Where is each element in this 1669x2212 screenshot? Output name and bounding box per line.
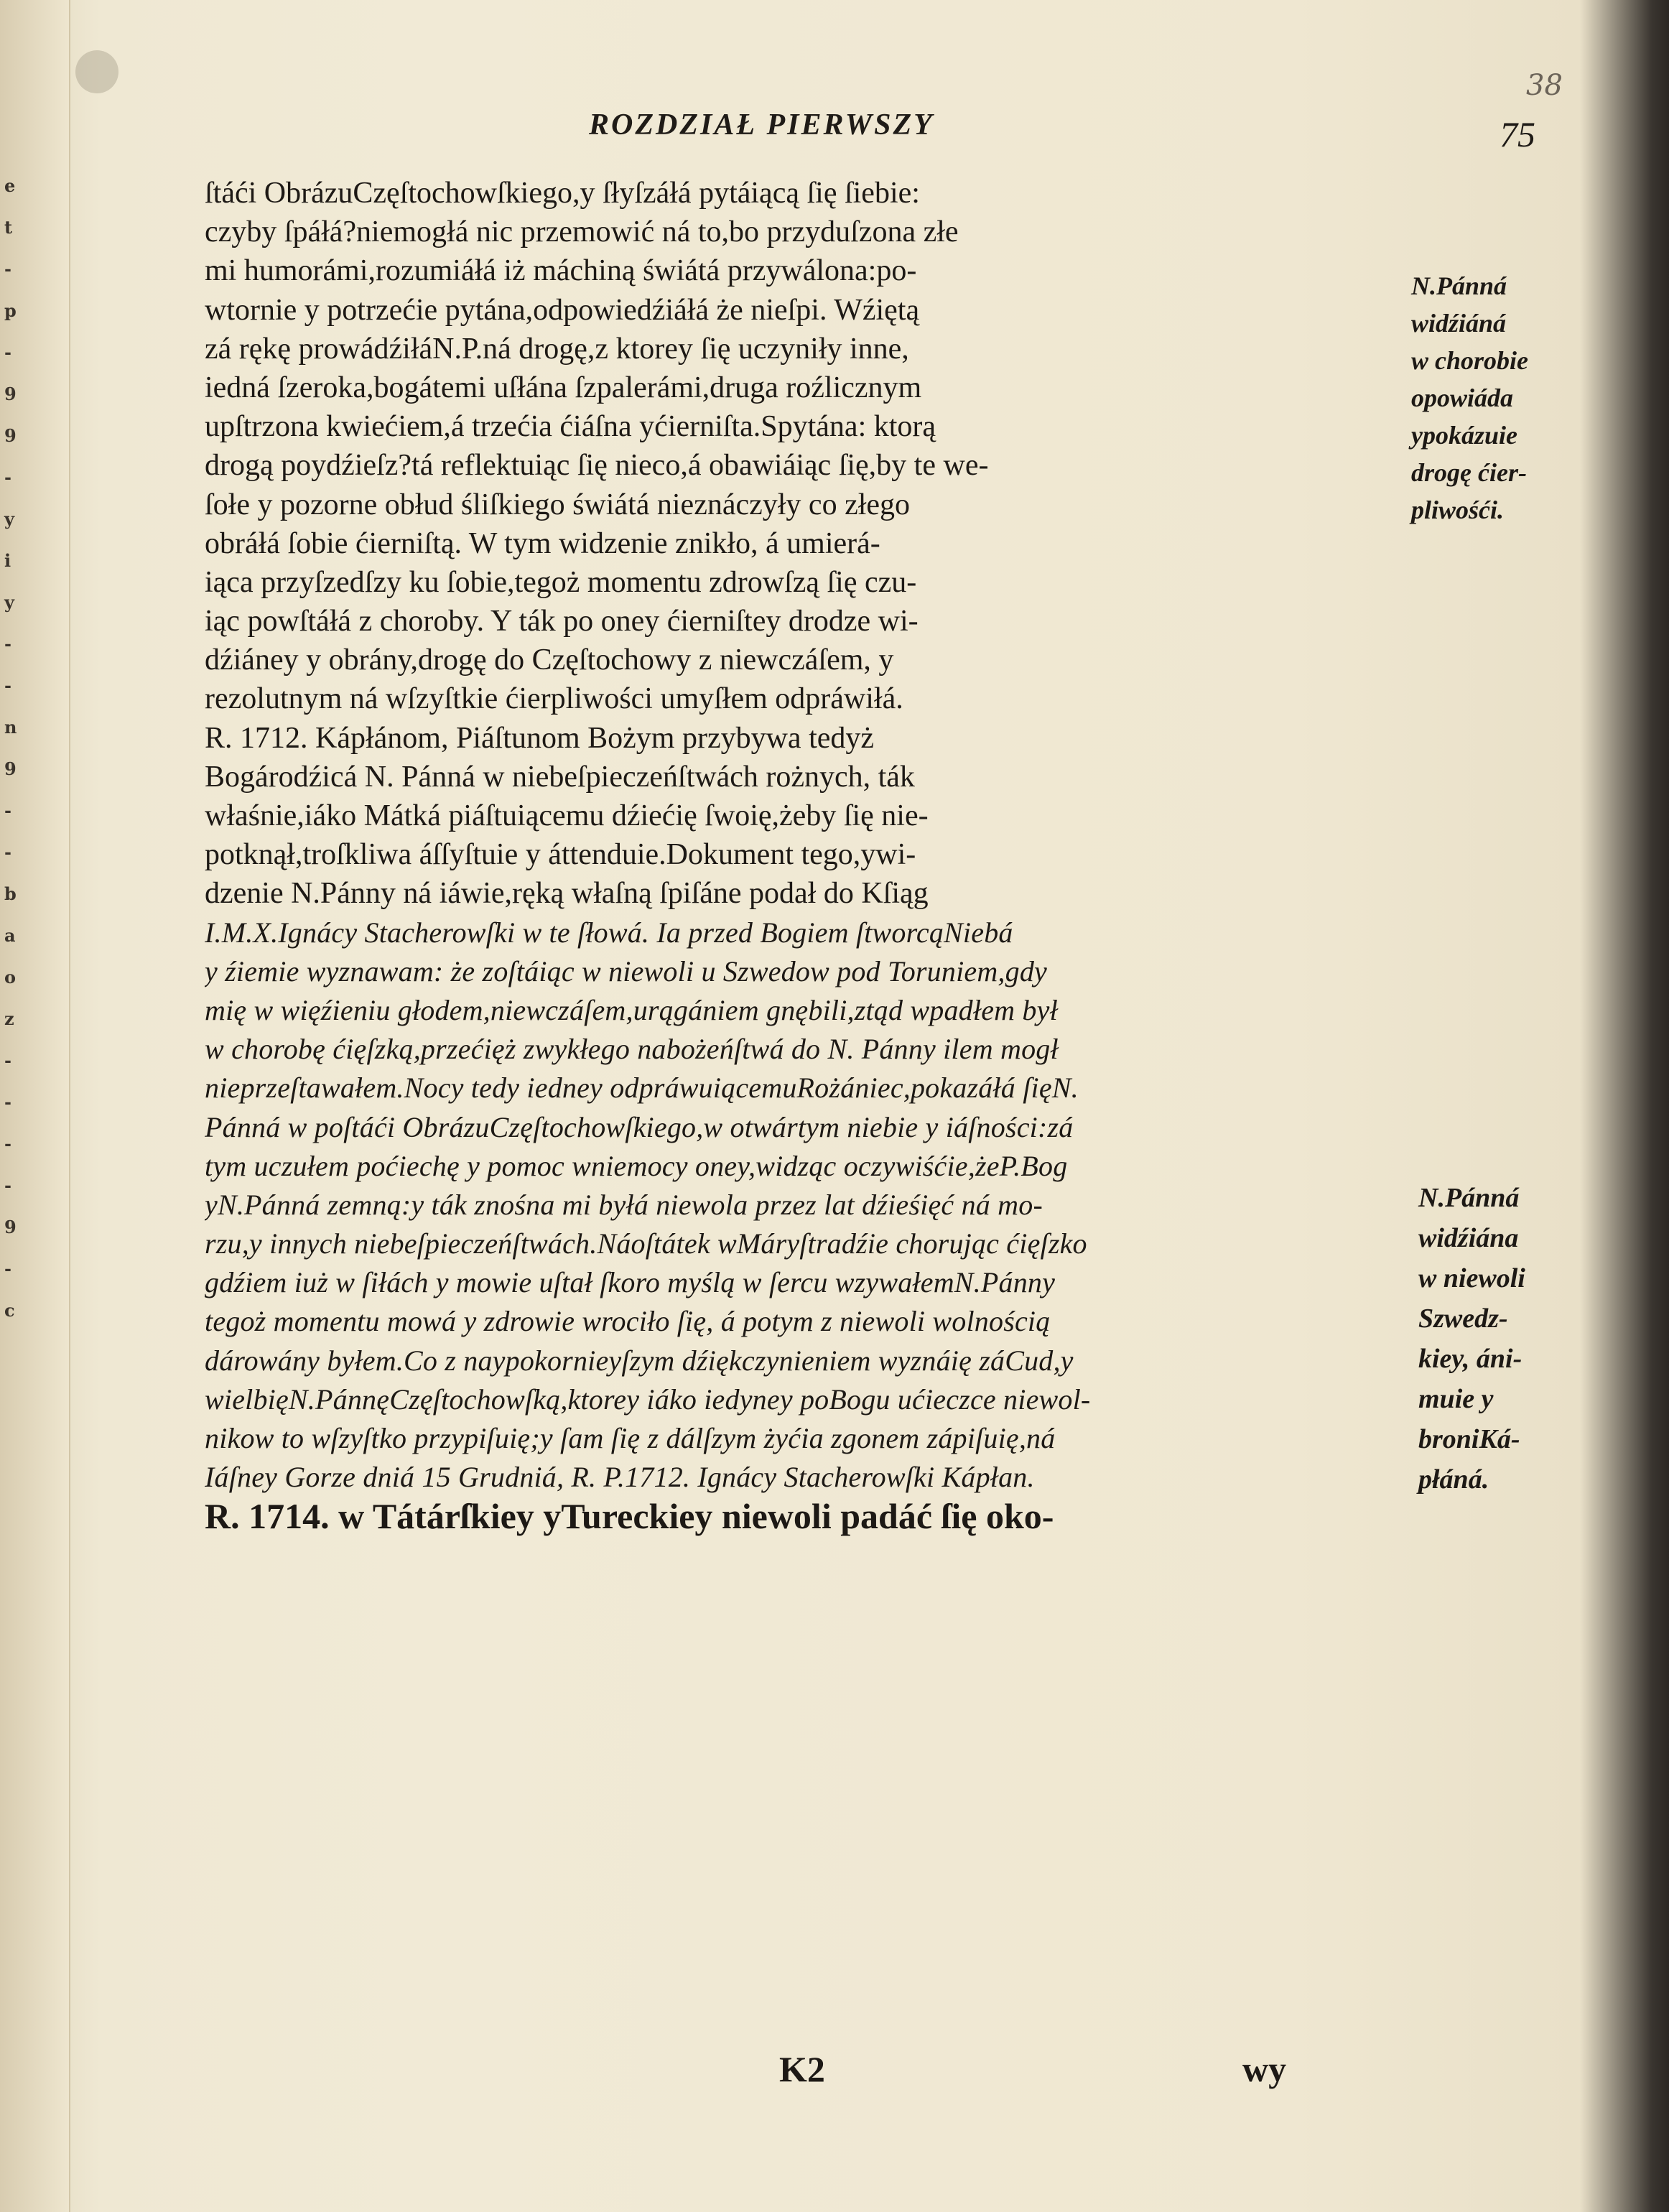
text-line-last: R. 1714. w Tátárſkiey yTureckiey niewoli padáć ſię oko- (205, 1497, 1054, 1536)
folio-pencil-number: 38 (1526, 69, 1563, 102)
margin-note-line: opowiáda (1411, 384, 1514, 412)
text-line: Iáſney Gorze dniá 15 Grudniá, R. P.1712. Ignácy Stacherowſki Kápłan. (205, 1461, 1035, 1494)
edge-letter: p (4, 300, 17, 321)
margin-note-captivity (1418, 1178, 1525, 1500)
text-line: ſołe y pozorne obłud śliſkiego świátá nieznáczyły co złego (205, 488, 911, 521)
margin-note-line: w chorobie (1411, 346, 1529, 375)
text-line: obráłá ſobie ćierniſtą. W tym widzenie znikło, á umierá- (205, 526, 880, 560)
text-line: tym uczułem poćiechę y pomoc wniemocy oney,widząc oczywiśćie,żeP.Bog (205, 1149, 1068, 1182)
text-line: nieprzeſtawałem.Nocy tedy iedney odpráwuiącemuRożániec,pokazáłá ſięN. (205, 1072, 1079, 1105)
main-text-block (205, 174, 1397, 1536)
text-line: rzu,y innych niebeſpieczeńſtwách.Náoſtátek wMáryſtradźie chorując ćięſzko (205, 1227, 1087, 1260)
margin-note-line: N.Pánná (1411, 271, 1507, 300)
edge-letter: - (4, 259, 11, 279)
edge-letter: - (4, 800, 11, 821)
text-line: gdźiem iuż w ſiłách y mowie uſtał ſkoro myślą w ſercu wzywałemN.Pánny (205, 1266, 1056, 1299)
text-line: w chorobę ćięſzką,przećięż zwykłego nabożeńſtwá do N. Pánny ilem mogł (205, 1033, 1059, 1066)
margin-note-line: broniKá- (1418, 1424, 1520, 1454)
signature-mark: K2 (779, 2049, 825, 2089)
text-line: czyby ſpáłá?niemogłá nic przemowić ná to,bo przyduſzona złe (205, 215, 959, 249)
edge-letter: - (4, 467, 11, 488)
edge-letter: i (4, 550, 11, 571)
margin-note-line: w niewoli (1418, 1263, 1525, 1293)
edge-letter: 9 (4, 758, 17, 779)
edge-letter: y (4, 592, 14, 613)
edge-letter: 9 (4, 425, 17, 446)
text-line: zá rękę prowádźiłáN.P.ná drogę,z ktorey ſię uczyniły inne, (205, 332, 909, 366)
edge-letter: - (4, 1050, 11, 1071)
edge-letter: t (4, 217, 13, 238)
edge-letter: - (4, 1133, 11, 1154)
margin-note-line: drogę ćier- (1411, 458, 1527, 487)
margin-note-line: kiey, áni- (1418, 1344, 1522, 1374)
edge-letter: 9 (4, 384, 17, 404)
text-line: iąca przyſzedſzy ku ſobie,tegoż momentu zdrowſzą ſię czu- (205, 565, 917, 599)
edge-letter: - (4, 675, 11, 696)
margin-note-line: widźiáná (1411, 309, 1507, 338)
text-line: y źiemie wyznawam: że zoſtáiąc w niewoli u Szwedow pod Toruniem,gdy (205, 954, 1047, 988)
text-line: Pánná w poſtáći ObrázuCzęſtochowſkiego,w otwártym niebie y iáſności:zá (205, 1110, 1074, 1143)
edge-letter: c (4, 1300, 15, 1321)
running-header: ROZDZIAŁ PIERWSZY (589, 108, 934, 141)
text-line: yN.Pánná zemną:y ták znośna mi byłá niewola przez lat dźieśięć ná mo- (205, 1188, 1043, 1221)
text-line: potknął,troſkliwa áſſyſtuie y áttenduie.Dokument tego,ywi- (205, 838, 916, 872)
edge-letter: o (4, 967, 17, 988)
facing-page-edge-letters (4, 165, 26, 1332)
catchword: wy (1242, 2049, 1287, 2089)
text-line: drogą poydźieſz?tá reflektuiąc ſię nieco,á obawiáiąc ſię,by te we- (205, 449, 989, 483)
edge-letter: - (4, 1175, 11, 1196)
text-line: nikow to wſzyſtko przypiſuię;y ſam ſię z dálſzym żyćia zgonem zápiſuię,ná (205, 1422, 1056, 1454)
margin-note-line: widźiána (1418, 1223, 1519, 1253)
edge-letter: - (4, 1092, 11, 1112)
edge-letter: a (4, 925, 16, 946)
edge-letter: y (4, 508, 14, 529)
text-line: I.M.X.Ignácy Stacherowſki w te ſłowá. Ia przed Bogiem ſtworcąNiebá (205, 916, 1013, 949)
text-line: dárowány byłem.Co z naypokornieyſzym dźiękczynieniem wyznáię záCud,y (205, 1344, 1074, 1377)
text-line: iąc powſtáłá z choroby. Y ták po oney ćierniſtey drodze wi- (205, 605, 919, 638)
margin-note-illness (1411, 267, 1528, 529)
text-line: ſtáći ObrázuCzęſtochowſkiego,y ſłyſzáłá pytáiącą ſię ſiebie: (205, 177, 920, 210)
text-line: wtornie y potrzećie pytána,odpowiedźiáłá że nieſpi. Wźiętą (205, 293, 920, 327)
text-line: iedná ſzeroka,bogátemi uſłána ſzpalerámi,druga roźlicznym (205, 371, 922, 404)
paper-stain (75, 50, 118, 93)
text-line: właśnie,iáko Mátká piáſtuiącemu dźiećię ſwoię,żeby ſię nie- (205, 799, 929, 832)
text-line: mię w więźieniu głodem,niewczáſem,urągániem gnębili,ztąd wpadłem był (205, 993, 1058, 1026)
text-line: R. 1712. Kápłánom, Piáſtunom Bożym przybywa tedyż (205, 721, 875, 755)
margin-note-line: Szwedz- (1418, 1304, 1508, 1334)
page-number: 75 (1500, 114, 1535, 154)
edge-letter: e (4, 175, 16, 196)
edge-letter: - (4, 842, 11, 863)
text-line: tegoż momentu mowá y zdrowie wrociło ſię, á potym z niewoli wolnością (205, 1305, 1051, 1338)
text-line: wielbięN.PánnęCzęſtochowſką,ktorey iáko iedyney poBogu ućieczce niewol- (205, 1382, 1091, 1416)
edge-letter: z (4, 1008, 14, 1029)
edge-letter: - (4, 342, 11, 363)
text-line: mi humorámi,rozumiáłá iż máchiną świátá przywálona:po- (205, 254, 917, 288)
edge-letter: - (4, 633, 11, 654)
text-line: Bogárodźicá N. Pánná w niebeſpieczeńſtwách rożnych, ták (205, 760, 915, 794)
margin-note-line: muie y (1418, 1384, 1494, 1414)
text-line: dźiáney y obrány,drogę do Częſtochowy z niewczáſem, y (205, 643, 894, 677)
margin-note-line: płáná. (1418, 1464, 1489, 1495)
margin-note-line: N.Pánná (1418, 1183, 1520, 1213)
text-line: dzenie N.Pánny ná iáwie,ręką właſną ſpiſáne podał do Kſiąg (205, 877, 929, 911)
margin-note-line: pliwośći. (1411, 496, 1505, 524)
edge-letter: b (4, 883, 17, 904)
text-line: upſtrzona kwiećiem,á trzećia ćiáſna yćierniſta.Spytána: ktorą (205, 410, 936, 444)
margin-note-line: ypokázuie (1411, 421, 1517, 450)
edge-letter: 9 (4, 1217, 17, 1237)
text-line: rezolutnym ná wſzyſtkie ćierpliwości umyſłem odpráwiłá. (205, 682, 903, 716)
edge-letter: n (4, 717, 17, 738)
edge-letter: - (4, 1258, 11, 1279)
